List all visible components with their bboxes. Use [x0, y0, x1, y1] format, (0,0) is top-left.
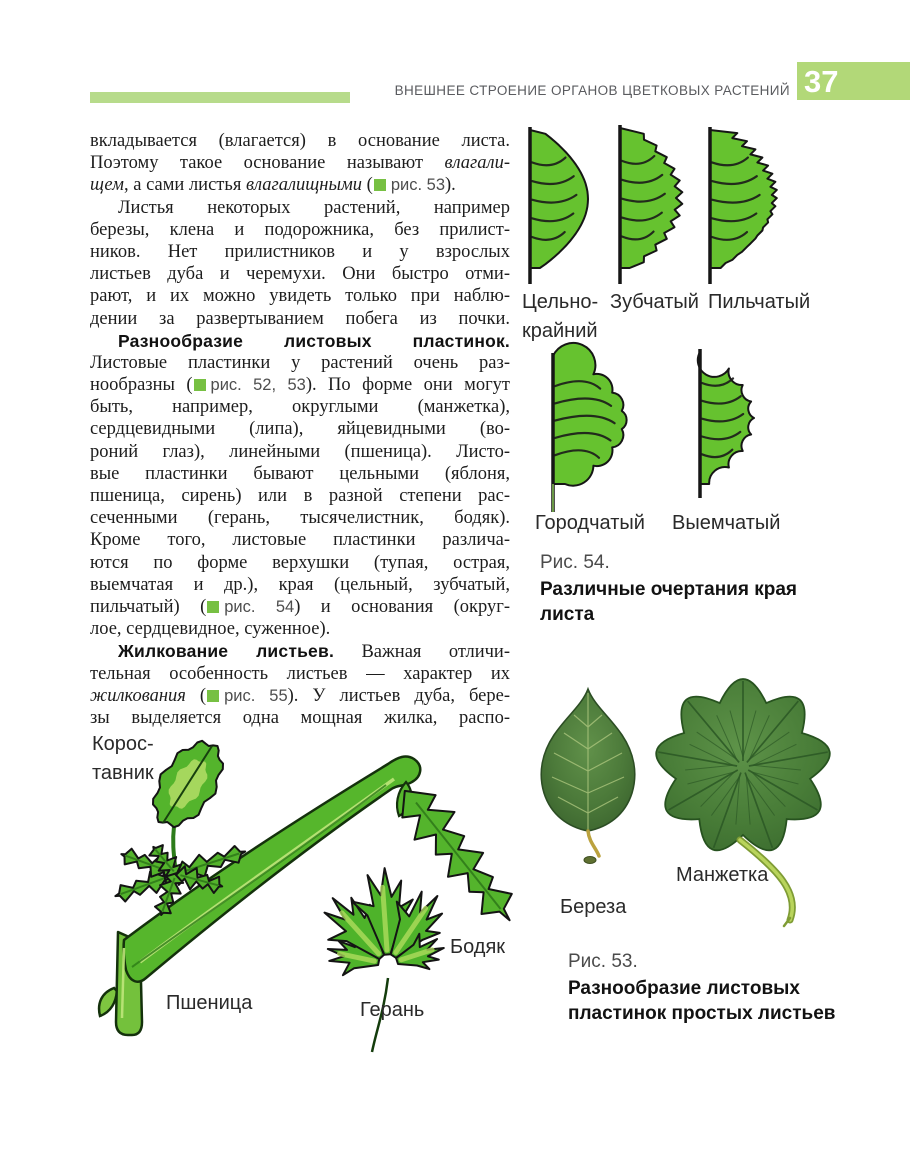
- caption-number: Рис. 54.: [540, 552, 610, 573]
- figure-reference: [193, 375, 306, 395]
- label-serrate: Пильчатый: [708, 291, 811, 313]
- leaf-edge-notched-figure: [692, 346, 770, 504]
- figure-reference: [206, 686, 288, 706]
- birch-leaf-photo: [524, 681, 656, 869]
- text-line: сеченными (герань, тысячелистник, бодяк).: [90, 508, 510, 529]
- page-number: 37: [804, 64, 839, 99]
- leaf-edge-crenate-figure: [545, 350, 639, 518]
- text-line: березы, клена и подорожника, без прилист-: [90, 219, 510, 240]
- text-line: пшеница, сирень) или в разной степени рас-: [90, 486, 510, 506]
- text-line: вкладывается (влагается) в основание листа.: [90, 131, 510, 151]
- text-line: жилкования ( рис. 55). У листьев дуба, бере-: [90, 685, 510, 706]
- label-notched: Выемчатый: [672, 512, 781, 534]
- figure-ref-text: рис. 55: [224, 686, 288, 705]
- label-birch: Береза: [560, 896, 627, 918]
- figure-ref-square-icon: [374, 179, 386, 191]
- figure-53-caption: [568, 951, 868, 1026]
- leaf-edge-serrate-figure: [702, 124, 788, 290]
- text-line: Кроме того, листовые пластинки различа-: [90, 530, 510, 551]
- figure-reference: [373, 175, 445, 195]
- header-rule: [90, 92, 350, 103]
- text-line: листьев дуба и черемухи. Они быстро отми-: [90, 264, 510, 285]
- text-line: роний глаз), линейными (пшеница). Листо-: [90, 441, 510, 462]
- caption-text-line1: Различные очертания края: [540, 579, 797, 600]
- label-dentate: Зубчатый: [610, 291, 699, 313]
- label-thistle: Бодяк: [450, 936, 506, 958]
- text-line: Жилкование листьев. Важная отличи-: [118, 641, 510, 663]
- leaf-edge-entire-figure: [522, 124, 604, 290]
- text-line: щем, а сами листья влагалищными ( рис. 53).: [90, 175, 456, 196]
- text-line: нообразны ( рис. 52, 53). По форме они могут: [90, 375, 511, 396]
- figure-reference: [206, 597, 294, 617]
- text-line: быть, например, округлыми (манжетка),: [90, 397, 510, 418]
- leaf-edge-dentate-figure: [612, 122, 692, 290]
- text-line: зы выделяется одна мощная жилка, распо-: [90, 707, 510, 728]
- caption-text-line2: листа: [540, 603, 595, 625]
- ladys-mantle-leaf-photo: [648, 680, 908, 935]
- label-crenate: Городчатый: [535, 512, 645, 534]
- page-number-badge: [797, 62, 910, 100]
- body-text-column: [90, 130, 510, 729]
- text-line: Разнообразие листовых пластинок.: [118, 330, 510, 351]
- caption-text-line2: пластинок простых листьев: [568, 1002, 836, 1024]
- text-line: тельная особенность листьев — характер их: [90, 663, 510, 684]
- text-line: ников. Нет прилистников и у взрослых: [90, 241, 510, 262]
- text-line: лое, сердцевидное, суженное).: [90, 619, 331, 640]
- caption-number: Рис. 53.: [568, 951, 638, 972]
- text-line: сердцевидными (липа), яйцевидными (во-: [90, 419, 510, 440]
- figure-ref-square-icon: [207, 601, 219, 613]
- text-line: пильчатый) ( рис. 54) и основания (округ-: [90, 596, 510, 617]
- label-geranium: Герань: [360, 999, 425, 1021]
- figure-ref-text: рис. 52, 53: [210, 376, 306, 395]
- text-line: Листовые пластинки у растений очень раз-: [90, 352, 510, 373]
- text-line: Поэтому такое основание называют влагали-: [90, 153, 510, 174]
- text-line: Листья некоторых растений, например: [118, 197, 510, 218]
- label-wheat: Пшеница: [166, 992, 253, 1014]
- figure-ref-text: рис. 53: [390, 176, 446, 195]
- figure-ref-square-icon: [207, 690, 219, 702]
- label-korostavnik: Корос- тавник: [92, 733, 154, 784]
- text-line: ются по форме верхушки (тупая, острая,: [90, 552, 510, 573]
- text-line: вые пластинки бывают цельными (яблоня,: [90, 463, 510, 484]
- running-head: ВНЕШНЕЕ СТРОЕНИЕ ОРГАНОВ ЦВЕТКОВЫХ РАСТЕНИЙ: [394, 83, 790, 98]
- figure-ref-square-icon: [194, 379, 206, 391]
- caption-text-line1: Разнообразие листовых: [568, 978, 800, 999]
- text-line: дении за развертыванием побега из почки.: [90, 308, 510, 329]
- text-line: рают, и их можно увидеть только при наблю-: [90, 286, 510, 307]
- label-entire: Цельно- крайний: [522, 291, 599, 342]
- label-mantle: Манжетка: [676, 864, 769, 886]
- figure-ref-text: рис. 54: [224, 597, 295, 616]
- figure-54-caption: [540, 552, 810, 627]
- text-line: выемчатая и др.), края (цельный, зубчатый,: [90, 574, 510, 595]
